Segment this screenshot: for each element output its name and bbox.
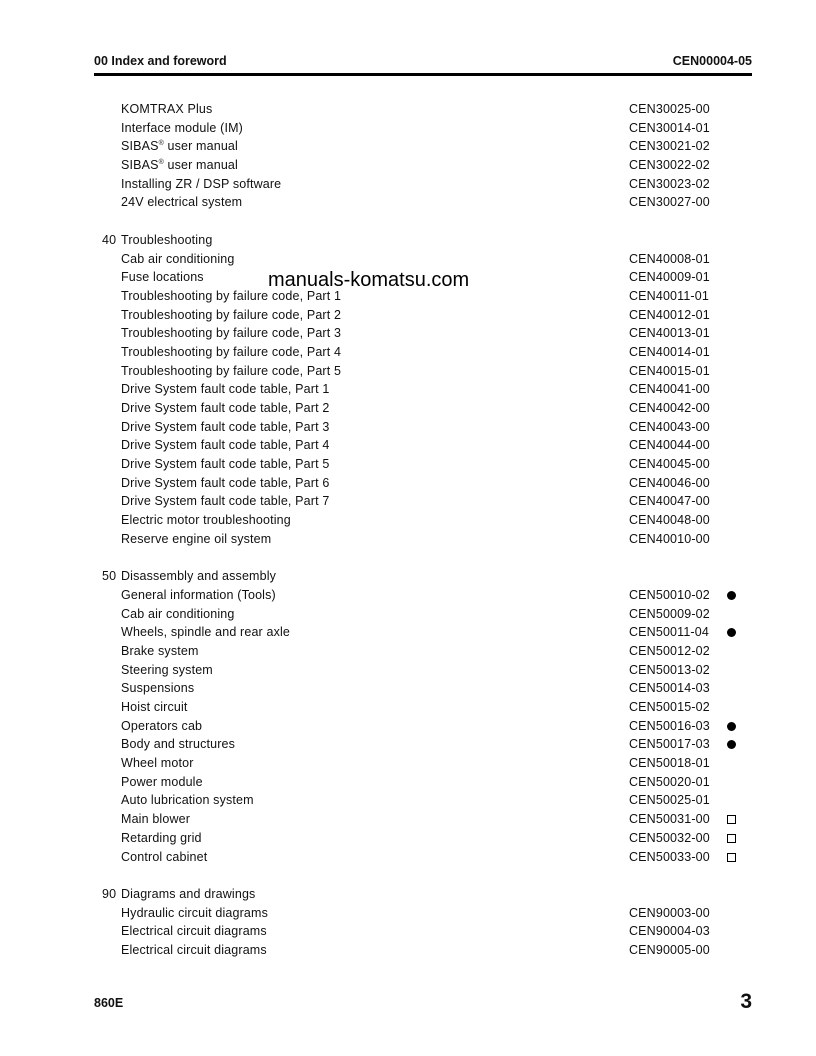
toc-entry-title: Electrical circuit diagrams	[121, 942, 267, 957]
toc-entry-code: CEN50012-02	[629, 643, 710, 658]
toc-entry-code: CEN40009-01	[629, 270, 710, 285]
toc-entry-code: CEN30027-00	[629, 195, 710, 210]
section-number: 90	[102, 886, 117, 901]
toc-entry-code: CEN30023-02	[629, 176, 710, 191]
toc-entry-code: CEN40047-00	[629, 494, 710, 509]
toc-entry-code: CEN40011-01	[629, 288, 709, 303]
toc-entry[interactable]	[0, 399, 816, 418]
toc-entry-code: CEN50025-01	[629, 793, 710, 808]
toc-entry-code: CEN40043-00	[629, 419, 710, 434]
toc-entry-title: Troubleshooting by failure code, Part 2	[121, 307, 342, 322]
toc-entry-code: CEN40046-00	[629, 475, 710, 490]
toc-entry-title: Troubleshooting by failure code, Part 1	[121, 288, 342, 303]
toc-entry[interactable]	[0, 100, 816, 119]
toc-entry-title: Drive System fault code table, Part 3	[121, 419, 330, 434]
toc-entry[interactable]	[0, 156, 816, 175]
filled-circle-icon	[727, 722, 736, 731]
toc-entry-title: Drive System fault code table, Part 1	[121, 382, 330, 397]
toc-entry-title: Hoist circuit	[121, 700, 188, 714]
toc-entry-title: Cab air conditioning	[121, 606, 235, 621]
toc-entry-title: Fuse locations	[121, 270, 204, 285]
toc-entry[interactable]	[0, 661, 816, 680]
toc-entry-title: Drive System fault code table, Part 5	[121, 457, 330, 472]
toc-entry-title: Power module	[121, 774, 203, 789]
section-heading	[0, 885, 816, 904]
toc-entry-title: Drive System fault code table, Part 2	[121, 401, 330, 415]
toc-entry[interactable]	[0, 175, 816, 194]
toc-entry-title: Reserve engine oil system	[121, 531, 272, 546]
section-heading	[0, 567, 816, 586]
toc-entry-code: CEN50031-00	[629, 812, 710, 827]
toc-entry-title: Operators cab	[121, 718, 203, 733]
table-of-contents	[0, 100, 816, 978]
toc-entry-code: CEN90005-00	[629, 942, 710, 957]
toc-entry[interactable]	[0, 922, 816, 941]
toc-entry[interactable]	[0, 623, 816, 642]
toc-entry-code: CEN50016-03	[629, 718, 710, 733]
toc-entry-code: CEN40045-00	[629, 457, 710, 472]
toc-entry[interactable]	[0, 810, 816, 829]
toc-entry[interactable]	[0, 941, 816, 960]
toc-entry[interactable]	[0, 436, 816, 455]
toc-entry-code: CEN40044-00	[629, 438, 710, 453]
toc-entry[interactable]	[0, 754, 816, 773]
toc-entry-title: General information (Tools)	[121, 587, 276, 602]
toc-entry-title: Hydraulic circuit diagrams	[121, 905, 268, 920]
toc-entry-title: Main blower	[121, 812, 191, 827]
toc-entry[interactable]	[0, 380, 816, 399]
toc-entry-title: Wheels, spindle and rear axle	[121, 625, 291, 640]
toc-entry-code: CEN50014-03	[629, 681, 710, 696]
section-number: 40	[102, 232, 117, 247]
toc-entry[interactable]	[0, 343, 816, 362]
toc-entry-code: CEN50033-00	[629, 849, 710, 864]
filled-circle-icon	[727, 740, 736, 749]
toc-entry-title: Troubleshooting by failure code, Part 3	[121, 326, 342, 341]
footer-model: 860E	[94, 996, 124, 1010]
toc-entry[interactable]	[0, 773, 816, 792]
open-square-icon	[727, 853, 736, 862]
header-section-title: 00 Index and foreword	[94, 54, 227, 68]
toc-entry-title: KOMTRAX Plus	[121, 102, 213, 116]
toc-entry-title: SIBAS® user manual	[121, 139, 238, 154]
toc-entry[interactable]	[0, 324, 816, 343]
toc-entry-title: Troubleshooting by failure code, Part 4	[121, 344, 342, 359]
filled-circle-icon	[727, 628, 736, 637]
toc-entry[interactable]	[0, 848, 816, 867]
toc-entry-title: Electrical circuit diagrams	[121, 924, 267, 939]
toc-entry-code: CEN30022-02	[629, 158, 710, 173]
toc-entry[interactable]	[0, 362, 816, 381]
toc-entry[interactable]	[0, 717, 816, 736]
toc-entry[interactable]	[0, 119, 816, 138]
toc-entry-title: Brake system	[121, 643, 199, 658]
toc-entry-code: CEN40012-01	[629, 307, 710, 322]
toc-entry[interactable]	[0, 698, 816, 717]
section-title: Disassembly and assembly	[121, 569, 277, 584]
toc-entry-code: CEN50018-01	[629, 756, 710, 771]
toc-entry[interactable]	[0, 418, 816, 437]
header-document-code: CEN00004-05	[672, 54, 752, 68]
toc-entry[interactable]	[0, 642, 816, 661]
section-number: 50	[102, 569, 117, 584]
toc-entry[interactable]	[0, 605, 816, 624]
toc-entry[interactable]	[0, 904, 816, 923]
toc-entry[interactable]	[0, 511, 816, 530]
toc-entry-code: CEN50020-01	[629, 774, 710, 789]
toc-entry-code: CEN30021-02	[629, 139, 710, 154]
toc-entry-title: Drive System fault code table, Part 7	[121, 494, 330, 509]
toc-entry-title: Electric motor troubleshooting	[121, 513, 291, 528]
page-header	[94, 53, 752, 76]
toc-entry-title: Auto lubrication system	[121, 793, 254, 808]
toc-entry-title: Installing ZR / DSP software	[121, 176, 282, 191]
toc-entry[interactable]	[0, 586, 816, 605]
toc-entry-code: CEN50032-00	[629, 830, 710, 845]
toc-entry-title: Retarding grid	[121, 830, 202, 845]
toc-entry-code: CEN40042-00	[629, 401, 710, 415]
watermark: manuals-komatsu.com	[268, 269, 470, 291]
toc-entry[interactable]	[0, 455, 816, 474]
section-title: Troubleshooting	[121, 232, 213, 247]
toc-entry-title: Wheel motor	[121, 756, 194, 771]
toc-entry-title: SIBAS® user manual	[121, 158, 238, 173]
page-number: 3	[740, 990, 752, 1013]
toc-section	[0, 885, 816, 960]
toc-entry-code: CEN50013-02	[629, 662, 710, 677]
toc-entry-title: Troubleshooting by failure code, Part 5	[121, 363, 342, 378]
toc-entry-code: CEN40008-01	[629, 251, 710, 266]
toc-entry[interactable]	[0, 193, 816, 212]
registered-mark: ®	[158, 140, 164, 148]
toc-entry-code: CEN50017-03	[629, 737, 710, 752]
toc-entry-code: CEN50011-04	[629, 625, 709, 640]
toc-entry-code: CEN40015-01	[629, 363, 710, 378]
toc-entry[interactable]	[0, 829, 816, 848]
section-title: Diagrams and drawings	[121, 886, 256, 901]
toc-entry-title: Drive System fault code table, Part 4	[121, 438, 330, 453]
toc-entry-code: CEN50015-02	[629, 700, 710, 714]
toc-entry-title: Body and structures	[121, 737, 236, 752]
section-heading	[0, 231, 816, 250]
toc-entry[interactable]	[0, 530, 816, 549]
toc-entry-code: CEN40048-00	[629, 513, 710, 528]
toc-entry-title: Drive System fault code table, Part 6	[121, 475, 330, 490]
open-square-icon	[727, 815, 736, 824]
toc-entry-code: CEN90003-00	[629, 905, 710, 920]
toc-section	[0, 100, 816, 212]
toc-section	[0, 567, 816, 866]
toc-entry[interactable]	[0, 492, 816, 511]
filled-circle-icon	[727, 591, 736, 600]
toc-entry[interactable]	[0, 474, 816, 493]
toc-entry-code: CEN40013-01	[629, 326, 710, 341]
toc-entry-code: CEN30014-01	[629, 120, 710, 135]
toc-entry[interactable]	[0, 306, 816, 325]
toc-entry-code: CEN40014-01	[629, 344, 710, 359]
open-square-icon	[727, 834, 736, 843]
registered-mark: ®	[158, 158, 164, 166]
toc-entry-code: CEN50009-02	[629, 606, 710, 621]
toc-entry-title: Steering system	[121, 662, 213, 677]
toc-entry-title: 24V electrical system	[121, 195, 243, 210]
toc-entry[interactable]	[0, 250, 816, 269]
toc-entry-code: CEN50010-02	[629, 587, 710, 602]
toc-entry-title: Cab air conditioning	[121, 251, 235, 266]
toc-entry-code: CEN90004-03	[629, 924, 710, 939]
toc-entry[interactable]	[0, 679, 816, 698]
toc-entry-title: Suspensions	[121, 681, 195, 696]
toc-entry[interactable]	[0, 137, 816, 156]
toc-entry-code: CEN40041-00	[629, 382, 710, 397]
toc-entry[interactable]	[0, 791, 816, 810]
toc-entry[interactable]	[0, 735, 816, 754]
toc-entry-title: Interface module (IM)	[121, 120, 243, 135]
toc-entry-code: CEN30025-00	[629, 102, 710, 116]
toc-entry-code: CEN40010-00	[629, 531, 710, 546]
toc-entry-title: Control cabinet	[121, 849, 208, 864]
